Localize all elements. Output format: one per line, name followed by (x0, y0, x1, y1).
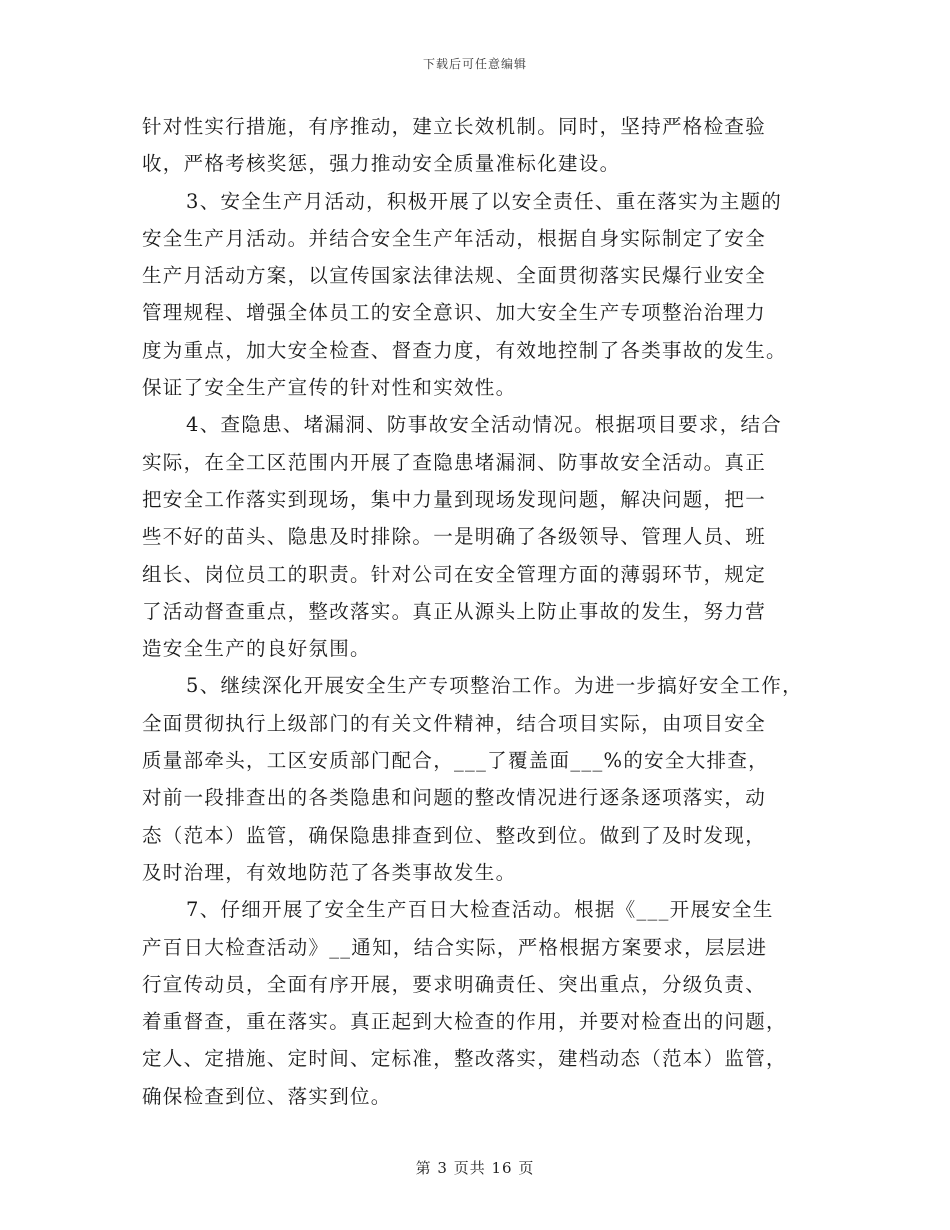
text-line: 对前一段排查出的各类隐患和问题的整改情况进行逐条逐项落实，动 (142, 786, 767, 810)
text-line: 着重督查，重在落实。真正起到大检查的作用，并要对检查出的问题， (142, 1010, 787, 1034)
text-line: 把安全工作落实到现场，集中力量到现场发现问题，解决问题，把一 (142, 487, 767, 511)
text-line: 组长、岗位员工的职责。针对公司在安全管理方面的薄弱环节，规定 (142, 562, 767, 586)
page-number-footer: 第 3 页共 16 页 (415, 1159, 535, 1177)
text-line: 收，严格考核奖惩，强力推动安全质量准标化建设。 (142, 152, 621, 176)
text-line: 管理规程、增强全体员工的安全意识、加大安全生产专项整治治理力 (142, 301, 767, 325)
text-line: 安全生产月活动。并结合安全生产年活动，根据自身实际制定了安全 (142, 226, 767, 250)
document-body (142, 108, 812, 1115)
text-line: 3、安全生产月活动，积极开展了以安全责任、重在落实为主题的 (186, 189, 783, 213)
text-line: 确保检查到位、落实到位。 (142, 1084, 392, 1108)
text-line: 定人、定措施、定时间、定标准，整改落实，建档动态（范本）监管， (142, 1047, 787, 1071)
text-line: 行宣传动员，全面有序开展，要求明确责任、突出重点，分级负责、 (142, 972, 767, 996)
text-line: 5、继续深化开展安全生产专项整治工作。为进一步搞好安全工作， (186, 674, 803, 698)
text-line: 质量部牵头，工区安质部门配合，___了覆盖面___%的安全大排查， (142, 749, 769, 773)
text-line: 些不好的苗头、隐患及时排除。一是明确了各级领导、管理人员、班 (142, 525, 767, 549)
text-line: 度为重点，加大安全检查、督查力度，有效地控制了各类事故的发生。 (142, 338, 787, 362)
text-line: 了活动督查重点，整改落实。真正从源头上防止事故的发生，努力营 (142, 599, 767, 623)
text-line: 7、仔细开展了安全生产百日大检查活动。根据《___开展安全生 (186, 898, 774, 922)
text-line: 产百日大检查活动》__通知，结合实际，严格根据方案要求，层层进 (142, 935, 768, 959)
text-line: 4、查隐患、堵漏洞、防事故安全活动情况。根据项目要求，结合 (186, 413, 783, 437)
text-line: 针对性实行措施，有序推动，建立长效机制。同时，坚持严格检查验 (142, 115, 767, 138)
text-line: 造安全生产的良好氛围。 (142, 637, 371, 661)
text-line: 生产月活动方案，以宣传国家法律法规、全面贯彻落实民爆行业安全 (142, 264, 767, 288)
text-line: 实际，在全工区范围内开展了查隐患堵漏洞、防事故安全活动。真正 (142, 450, 767, 474)
text-line: 全面贯彻执行上级部门的有关文件精神，结合项目实际，由项目安全 (142, 711, 767, 735)
page-header: 下载后可任意编辑 (422, 57, 527, 71)
text-line: 保证了安全生产宣传的针对性和实效性。 (142, 376, 517, 400)
text-line: 及时治理，有效地防范了各类事故发生。 (142, 860, 517, 884)
text-line: 态（范本）监管，确保隐患排查到位、整改到位。做到了及时发现， (142, 823, 767, 847)
